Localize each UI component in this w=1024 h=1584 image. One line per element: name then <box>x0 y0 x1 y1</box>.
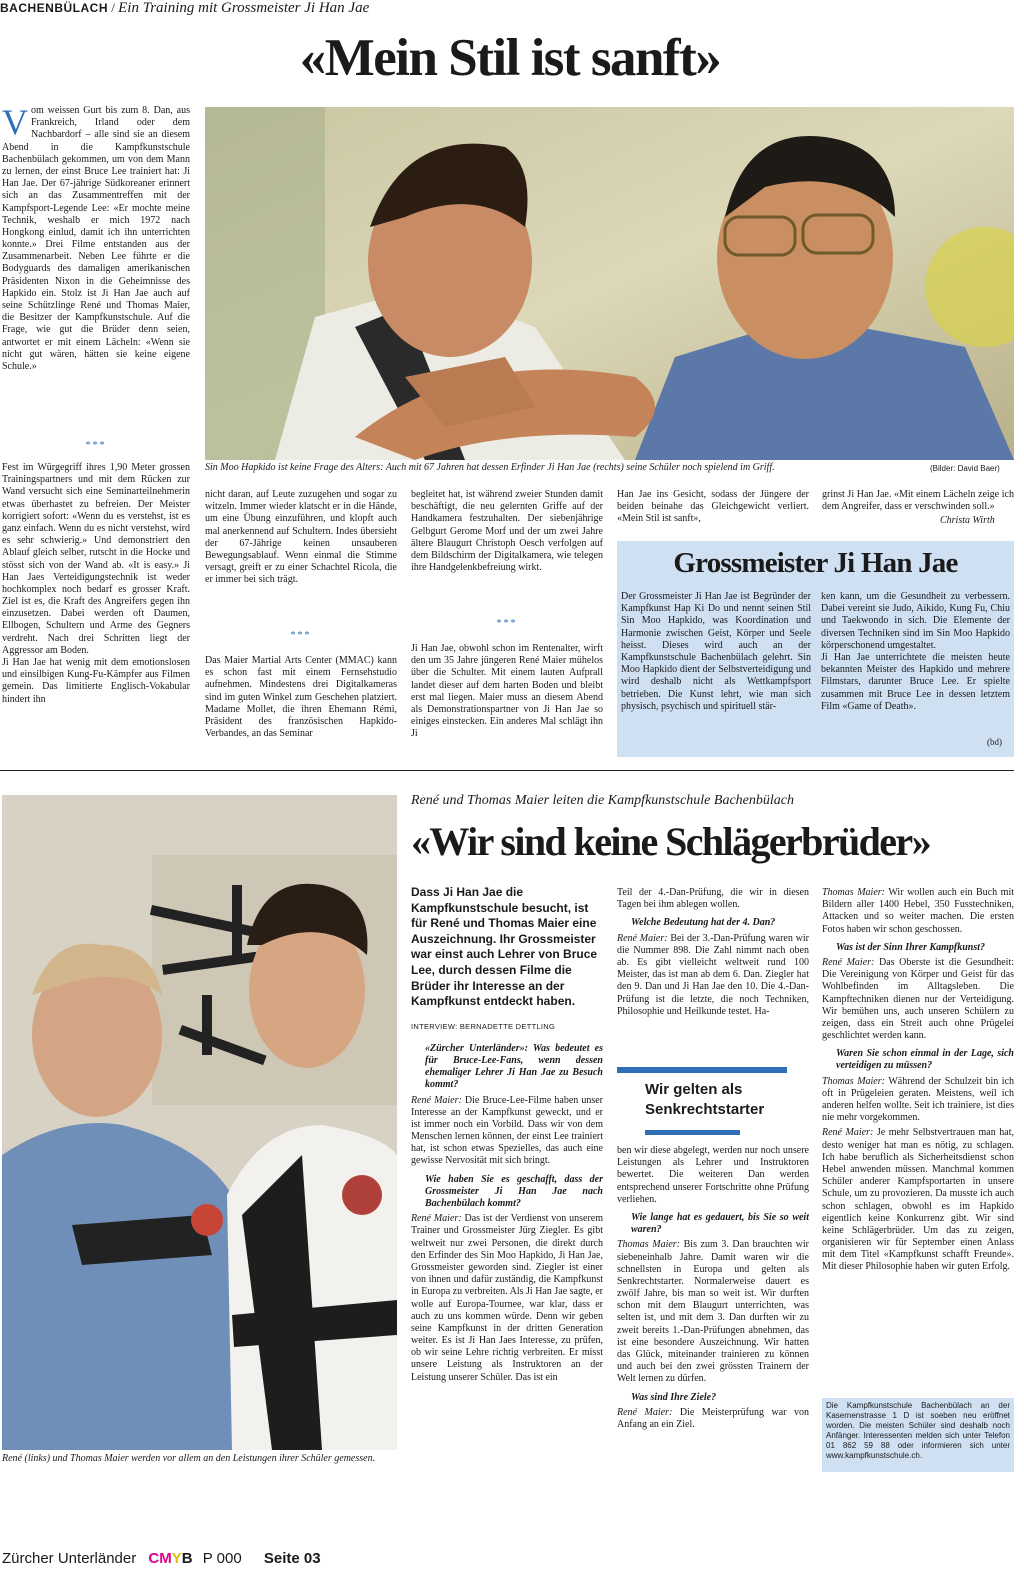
infobox-col1: Der Grossmeister Ji Han Jae ist Begründer der Kampfkunst Hap Ki Do und nennt seinen Stil Sin Moo Hapkido, was Koordination und Harmonie zwischen Geist, Körper und Seele heisst. Dieses wird auch an der Kampfkunstschule Bachenbülach gelehrt. Sin Moo Hapkido dient der Selbstverteidigung und wird deshalb nicht als Wettkampfsport betrieben. Die Kunst lehrt, wie man sich physisch, psychisch und spirituell stär- <box>621 591 811 712</box>
answer: Bis zum 3. Dan brauchten wir siebeneinhalb Jahre. Damit waren wir die schnellsten in Europa und gelten als Senkrechtstarter. Normalerweise dauert es zwölf Jahre, bis man so weit ist. Wir durften schon mit dem Blaugurt unterrichten, was selten ist, und mit dem 3. Dan durften wir zu zweit bereits 1.-Dan-Prüfungen abnehmen, das ist eine besondere Auszeichnung. Wir hatten das Glück, miteinander trainieren zu können und auch bei den zwei grössten Trainern der Welt lernen zu dürfen. <box>617 1239 809 1385</box>
article2-col4 <box>822 887 1014 1392</box>
photo-credit: (Bilder: David Baer) <box>930 464 1000 473</box>
pullquote-bar-top <box>617 1067 787 1073</box>
question: Wie lange hat es gedauert, bis Sie so weit waren? <box>631 1211 809 1236</box>
infobox-signature: (bd) <box>987 737 1002 747</box>
answer: Während der Schulzeit bin ich oft in Prügeleien geraten. Meistens, weil ich anderen helfen wollte. Seit ich trainiere, ist dies nie mehr vorgekommen. <box>822 1075 1014 1124</box>
page-footer: Zürcher Unterländer CMYB P 000 Seite 03 <box>2 1550 321 1567</box>
interview-byline: INTERVIEW: BERNADETTE DETTLING <box>411 1021 556 1031</box>
answer: ben wir diese abgelegt, werden nur noch unsere Leistungen als Lehrer und Instruktoren bewertet. Die weiteren Dan werden entsprechend unserer Fortschritte ohne Prüfung verliehen. <box>617 1145 809 1205</box>
infobox-col2: ken kann, um die Gesundheit zu verbessern. Dabei vereint sie Judo, Aikido, Kung Fu, Chiu und Taekwondo in sich. Die Elemente der diversen Techniken sind im Sin Moo Hapkido körperschonend umgestaltet. Ji Han Jae unterrichtete die meisten heute bekannten Meister des Hapkido und mehrere Filmstars, darunter Bruce Lee. Er spielte zusammen mit Bruce Lee in dessen letztem Film «Game of Death». <box>821 591 1010 712</box>
section-separator: *** <box>85 440 107 451</box>
page-number: Seite 03 <box>263 1550 321 1567</box>
section-name: BACHENBÜLACH <box>0 1 108 15</box>
photo-brothers <box>2 795 397 1450</box>
section-separator: *** <box>290 630 312 641</box>
headline-article2: «Wir sind keine Schlägerbrüder» <box>411 819 930 864</box>
speaker: René Maier: <box>822 1127 874 1139</box>
article1-intro: Vom weissen Gurt bis zum 8. Dan, aus Frankreich, Irland oder dem Nachbardorf – alle sind sie an diesem Abend in die Kampfkunstschule Bachenbülach gekommen, um von dem Mann zu lernen, der einst Bruce Lee trainiert hat: Ji Han Jae. Der 67-jährige Südkoreaner erinnert sich an das Zusammentreffen mit der Kampfsport-Legende Lee: «Er mochte meine Technik, weshalb er mich 1972 nach Hongkong einlud, damit ich ihn unterrichten konnte.» Drei Filme entstanden aus der Zusammenarbeit. Neben Lee führte er die Bodyguards des damaligen amerikanischen Präsidenten Nixon in die Geheimnisse des Hapkido ein. Stolz ist Ji Han Jae auch auf seine Schützlinge René und Thomas Maier, die Besitzer der Kampfkunstschule. Auf die Frage, wie gut die Brüder denn seien, antwortet er mit einem Lächeln: «Wenn sie nicht gut wären, hätten sie keine eigene Schule.» <box>2 105 190 372</box>
article2-col3-bottom <box>617 1145 809 1490</box>
speaker: René Maier: <box>617 932 668 944</box>
pullquote: Wir gelten als Senkrechtstarter <box>645 1081 765 1119</box>
training-photo-image <box>205 107 1014 460</box>
section-separator: *** <box>496 618 518 629</box>
pullquote-bar-bottom <box>645 1130 740 1135</box>
question: Was ist der Sinn Ihrer Kampfkunst? <box>836 941 986 953</box>
author-name: Christa Wirth <box>940 515 995 526</box>
question: Was sind Ihre Ziele? <box>631 1391 717 1403</box>
newspaper-name: Zürcher Unterländer <box>2 1550 137 1567</box>
answer: Je mehr Selbstvertrauen man hat, desto weniger hat man es nötig, zu schlagen. Ich habe beruflich als Sicherheitsdienst schon Hebel anwenden müssen. Manchmal kommen Schüler anderer Kampfsportarten in unsere Schule, um zu provozieren. Da musste ich auch schon schlagen, obwohl es im Hapkido eigentlich keine Konkurrenz gibt. Wir sind keine Schlägerbrüder. Um das zu zeigen, organisieren wir für September einen Anlass mit dem Titel «Kampfkunst schafft Freunde». Mit dieser Philosophie haben wir guten Erfolg. <box>822 1127 1014 1273</box>
answer: Die Meisterprüfung war von Anfang an ein Ziel. <box>617 1406 809 1430</box>
photo-caption-training: Sin Moo Hapkido ist keine Frage des Alters: Auch mit 67 Jahren hat dessen Erfinder Ji Han Jae (rechts) seine Schüler noch spielend im Griff. <box>205 462 775 473</box>
infobox-title: Grossmeister Ji Han Jae <box>673 547 958 579</box>
brothers-photo-image <box>2 795 397 1450</box>
article1-col5: grinst Ji Han Jae. «Mit einem Lächeln zeige ich dem Angreifer, dass er verschwinden soll.» <box>822 489 1014 513</box>
question: Welche Bedeutung hat der 4. Dan? <box>631 917 776 929</box>
question: «Zürcher Unterländer»: Was bedeutet es für Bruce-Lee-Fans, wenn dessen ehemaliger Lehrer Ji Han Jae zu Besuch kommt? <box>425 1042 603 1091</box>
article1-col4: Han Jae ins Gesicht, sodass der Jüngere der beiden beinahe das Gleichgewicht verliert. «Mein Stil ist sanft», <box>617 489 809 525</box>
notice-box: Die Kampfkunstschule Bachenbülach an der Kasernenstrasse 1 D ist soeben neu eröffnet worden. Die meisten Schüler sind deshalb noch Anfänger. Interessenten melden sich unter Telefon 01 862 59 88 oder informieren sich unter www.kampfkunstschule.ch. <box>822 1398 1014 1472</box>
article1-col1: Fest im Würgegriff ihres 1,90 Meter grossen Trainingspartners und mit dem Rücken zur Wand versucht sich eine Seminarteilnehmerin etwas überhastet zu befreien. Der Meister korrigiert sofort: «Wenn du es verstehst, ist es ganz einfach. Wenn du es nicht verstehst, wird es sehr schwierig.» Und demonstriert den Ablauf gleich selber, rutscht in die Hocke und stösst sich von der Wand ab. «It is easy.» Ji Han Jaes Verteidigungstechnik ist weder hochkomplex noch bedarf es grosser Kraft. Ziel ist es, die Kraft des Angreifers gegen ihn einzusetzen. Dabei werden oft Daumen, Ellbogen, Schultern und Arme des Gegners verdreht. Nach drei Schritten liegt der Aggressor am Boden. Ji Han Jae hat wenig mit dem emotionslosen und einsilbigen Kung-Fu-Kämpfer aus Filmen gemein. Das limitierte Englisch-Vokabular hindert ihn <box>2 462 190 705</box>
speaker: Thomas Maier: <box>617 1239 681 1251</box>
article1-col3a: begleitet hat, ist während zweier Stunden damit beschäftigt, die neu gelernten Griffe auf der Handkamera festzuhalten. Der siebenjährige Gelbgurt Gerome Morf und der um zwei Jahre ältere Blaugurt Christoph Oesch verfolgen auf dem Bildschirm der Digitalkamera, wie telegen ihre Handgelenkbefreiung wirkt. <box>411 489 603 574</box>
article2-kicker: René und Thomas Maier leiten die Kampfkunstschule Bachenbülach <box>411 793 794 808</box>
speaker: René Maier: <box>617 1406 673 1418</box>
plate-number: P 000 <box>202 1550 242 1567</box>
answer: Teil der 4.-Dan-Prüfung, die wir in diesen Tagen bei ihm ablegen wollen. <box>617 887 809 911</box>
kicker-text: Ein Training mit Grossmeister Ji Han Jae <box>118 0 370 16</box>
speaker: René Maier: <box>411 1094 462 1106</box>
cmyk-mark: C <box>148 1550 160 1567</box>
photo-caption-brothers: René (links) und Thomas Maier werden vor allem an den Leistungen ihrer Schüler gemessen. <box>2 1453 376 1464</box>
speaker: René Maier: <box>411 1213 462 1225</box>
section-divider <box>0 770 1014 771</box>
dropcap: V <box>2 105 28 142</box>
speaker: Thomas Maier: <box>822 887 885 898</box>
question: Wie haben Sie es geschafft, dass der Grossmeister Ji Han Jae nach Bachenbülach kommt? <box>425 1173 603 1209</box>
section-kicker: BACHENBÜLACH / Ein Training mit Grossmeister Ji Han Jae <box>0 0 370 16</box>
article2-col3-top <box>617 887 809 1047</box>
headline-article1: «Mein Stil ist sanft» <box>299 29 721 87</box>
answer: Das ist der Verdienst von unserem Trainer und Grossmeister Jürg Ziegler. Es gibt weltweit nur zwei Personen, die direkt durch den Erfinder des Sin Moo Hapkido, Ji Han Jae, Grossmeister geworden sind. Ziegler ist einer von ihnen und dafür zuständig, die Kampfkunst in Europa zu verbreiten. Als Ji Han Jae sagte, er wolle auf Europa-Tournee, war klar, dass er auch zu uns kommen würde. Denn wir geben seine Kampfkunst in der dritten Generation weiter. Es ist Ji Han Jaes Interesse, zu prüfen, ob wir seine Lehre richtig verbreiten. Er misst unsere Leistung als Instruktoren an der Leistung unserer Schüler. Das ist ein <box>411 1213 603 1383</box>
speaker: Thomas Maier: <box>822 1075 885 1087</box>
photo-training <box>205 107 1014 460</box>
answer: Das Oberste ist die Gesundheit: Die Vereinigung von Körper und Geist für das Wohlbefinden im Alltagsleben. Die Kampftechniken dienen nur der Verteidigung. Wir bemühen uns, auch unseren Schülern zu zeigen, dass ein Streit auch ohne Prügelei geschlichtet werden kann. <box>822 956 1014 1042</box>
article2-lead: Dass Ji Han Jae die Kampfkunstschule besucht, ist für René und Thomas Maier eine Auszeichnung. Ihr Grossmeister war einst auch Lehrer von Bruce Lee, durch dessen Filme die Brüder ihr Interesse an der Kampfkunst entdeckt haben. <box>411 885 598 1009</box>
article1-col2a: nicht daran, auf Leute zuzugehen und sogar zu witzeln. Immer wieder klatscht er in die Hände, um eine Übung einzuführen, und klopft auch mal anerkennend auf Schultern. Indes übersieht der 67-Jährige keinen unsauberen Bewegungsablauf. Wenn einmal die Stimme versagt, greift er zu einer Schachtel Ricola, die er immer bei sich trägt. <box>205 489 397 586</box>
answer: Die Bruce-Lee-Filme haben unser Interesse an der Kampfkunst geweckt, und er ist immer noch ein Vorbild. Dass wir von dem Menschen lernen können, der einst Lee trainiert hat, ist schon etwas Spezielles, das auch eine gewisse Nervosität mit sich bringt. <box>411 1094 603 1167</box>
article2-col2 <box>411 885 603 1485</box>
article1-col3b: Ji Han Jae, obwohl schon im Rentenalter, wirft den um 35 Jahre jüngeren René Maier mühelos über die Schulter. Mit einem lauten Aufprall landet dieser auf dem harten Boden und bleibt erst mal liegen. Maier muss an diesem Abend als Demonstrationspartner von Ji Han Jae so einiges einstecken. Ein anderes Mal schlägt ihn Ji <box>411 643 603 740</box>
infobox-grossmeister <box>617 541 1014 757</box>
article1-col2b: Das Maier Martial Arts Center (MMAC) kann es schon fast mit einem Fernsehstudio aufnehmen. Mindestens drei Digitalkameras sind im guten Winkel zum Geschehen platziert. Madame Mollet, die ihren Ehemann Rémi, Präsident des französischen Hapkido-Verbandes, an das Seminar <box>205 655 397 740</box>
question: Waren Sie schon einmal in der Lage, sich verteidigen zu müssen? <box>836 1048 1014 1072</box>
answer: Wir wollen auch ein Buch mit Bildern aller 1400 Hebel, 350 Fusstechniken, Attacken und so weiter machen. Die ersten Fotos haben wir schon geschossen. <box>822 887 1014 935</box>
answer: Bei der 3.-Dan-Prüfung waren wir die Nummer 898. Die Zahl nimmt nach oben ab. Es gibt vielleicht weltweit rund 100 Meister, das ist man ab dem 6. Dan. Ziegler hat den 9. Dan und Ji Han Jae den 10. Die 4.-Dan-Prüfung ist die letzte, die noch Techniken, Philosophie und Heilkunde testet. Ha- <box>617 932 809 1017</box>
speaker: René Maier: <box>822 956 875 968</box>
